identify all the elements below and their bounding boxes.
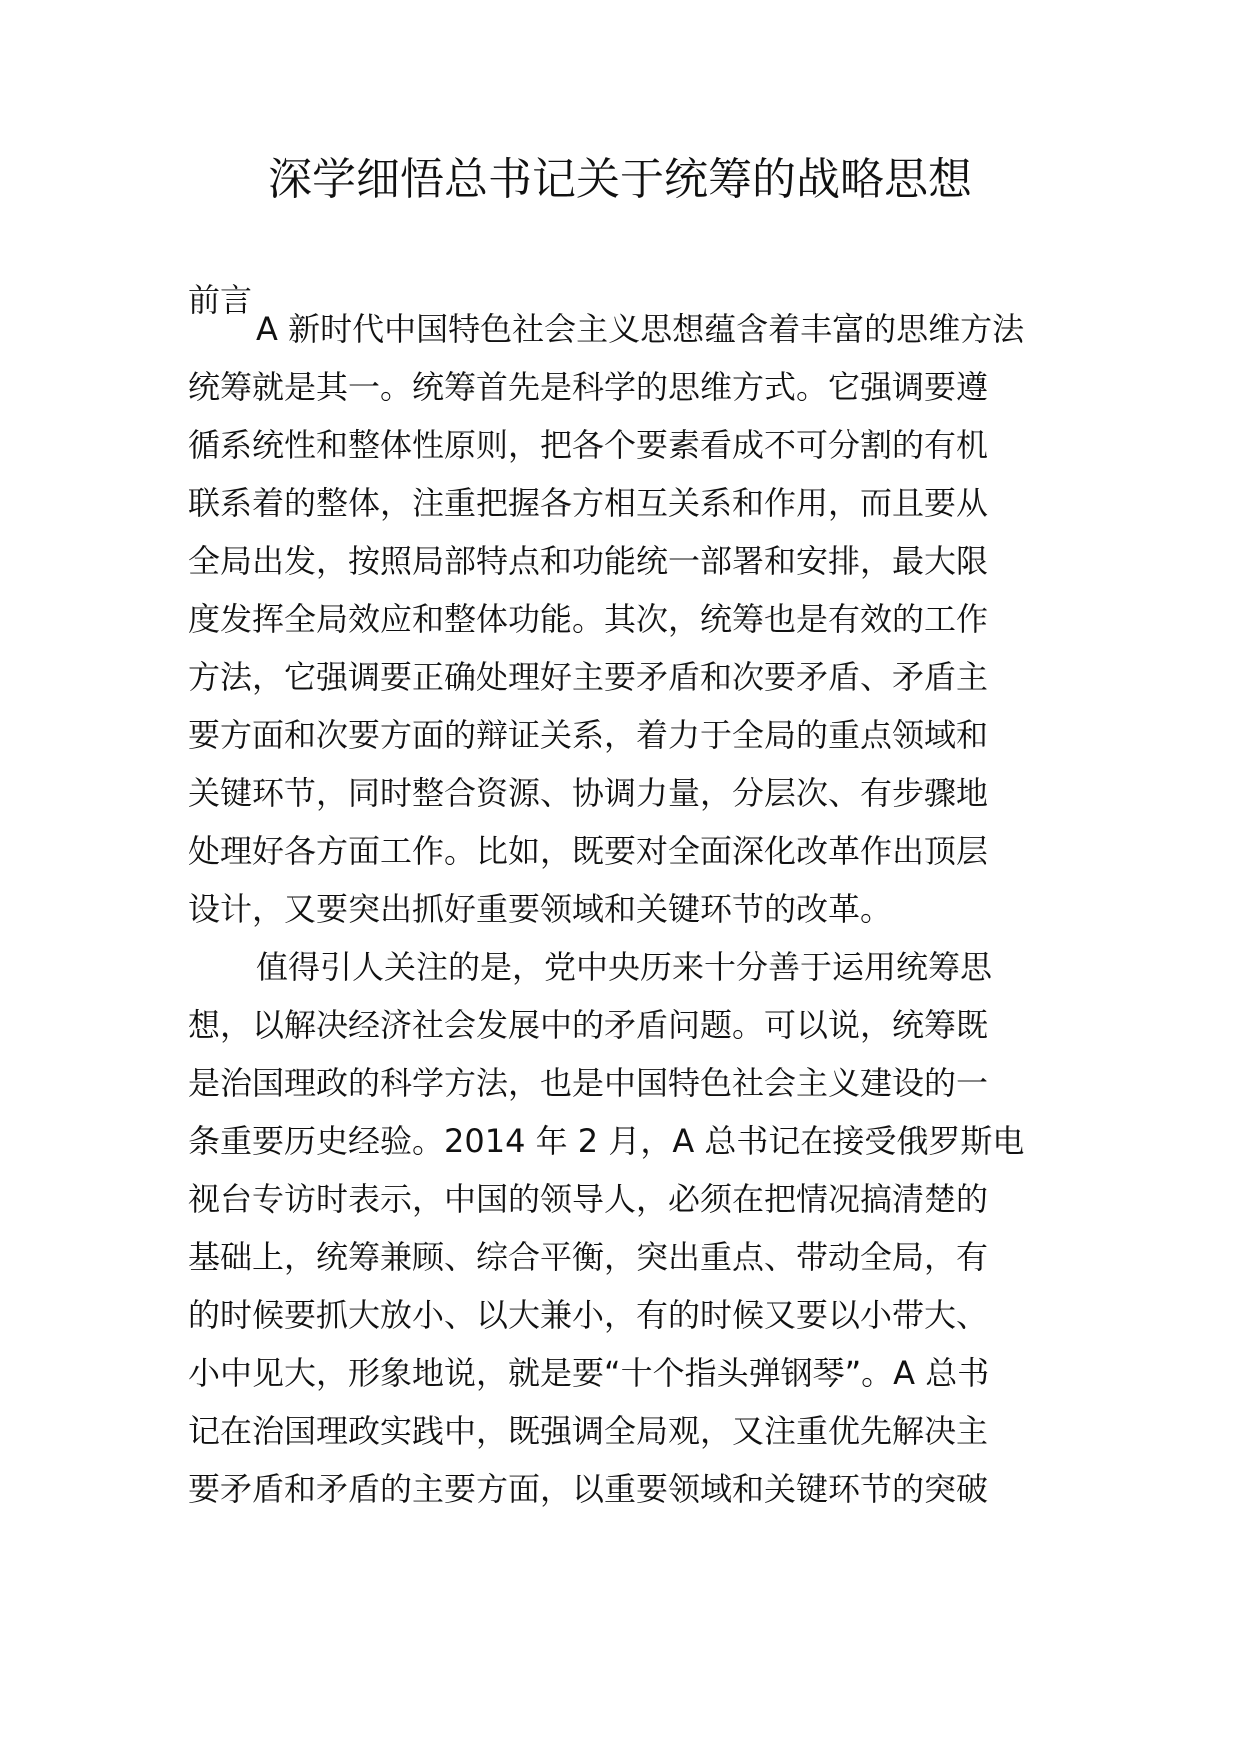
paragraph-line: 要矛盾和矛盾的主要方面，以重要领域和关键环节的突破 [188,1470,989,1508]
paragraph-line: 联系着的整体，注重把握各方相互关系和作用，而且要从 [188,484,989,522]
paragraph-line: 度发挥全局效应和整体功能。其次，统筹也是有效的工作 [188,600,989,638]
paragraph-line: 想，以解决经济社会发展中的矛盾问题。可以说，统筹既 [188,1006,989,1044]
paragraph-line: 是治国理政的科学方法，也是中国特色社会主义建设的一 [188,1064,989,1102]
paragraph-line: 条重要历史经验。2014 年 2 月，A 总书记在接受俄罗斯电 [188,1122,1025,1160]
paragraph-line: 的时候要抓大放小、以大兼小，有的时候又要以小带大、 [188,1296,989,1334]
paragraph-line: 基础上，统筹兼顾、综合平衡，突出重点、带动全局，有 [188,1238,989,1276]
paragraph-line: 处理好各方面工作。比如，既要对全面深化改革作出顶层 [188,832,989,870]
paragraph-line: 记在治国理政实践中，既强调全局观，又注重优先解决主 [188,1412,989,1450]
paragraph-line: 全局出发，按照局部特点和功能统一部署和安排，最大限 [188,542,989,580]
paragraph-line: 值得引人关注的是，党中央历来十分善于运用统筹思 [256,948,993,986]
paragraph-line: 统筹就是其一。统筹首先是科学的思维方式。它强调要遵 [188,368,989,406]
paragraph-line: 方法，它强调要正确处理好主要矛盾和次要矛盾、矛盾主 [188,658,989,696]
paragraph-line: 视台专访时表示，中国的领导人，必须在把情况搞清楚的 [188,1180,989,1218]
paragraph-line: 小中见大，形象地说，就是要“十个指头弹钢琴”。A 总书 [188,1354,990,1392]
paragraph-line: 设计，又要突出抓好重要领域和关键环节的改革。 [188,890,893,928]
paragraph-line: 关键环节，同时整合资源、协调力量，分层次、有步骤地 [188,774,989,812]
paragraph-line: 要方面和次要方面的辩证关系，着力于全局的重点领域和 [188,716,989,754]
section-heading: 前言 [188,281,253,319]
paragraph-line: 循系统性和整体性原则，把各个要素看成不可分割的有机 [188,426,989,464]
document-title: 深学细悟总书记关于统筹的战略思想 [268,154,972,205]
paragraph-line: A 新时代中国特色社会主义思想蕴含着丰富的思维方法 [256,310,1025,348]
